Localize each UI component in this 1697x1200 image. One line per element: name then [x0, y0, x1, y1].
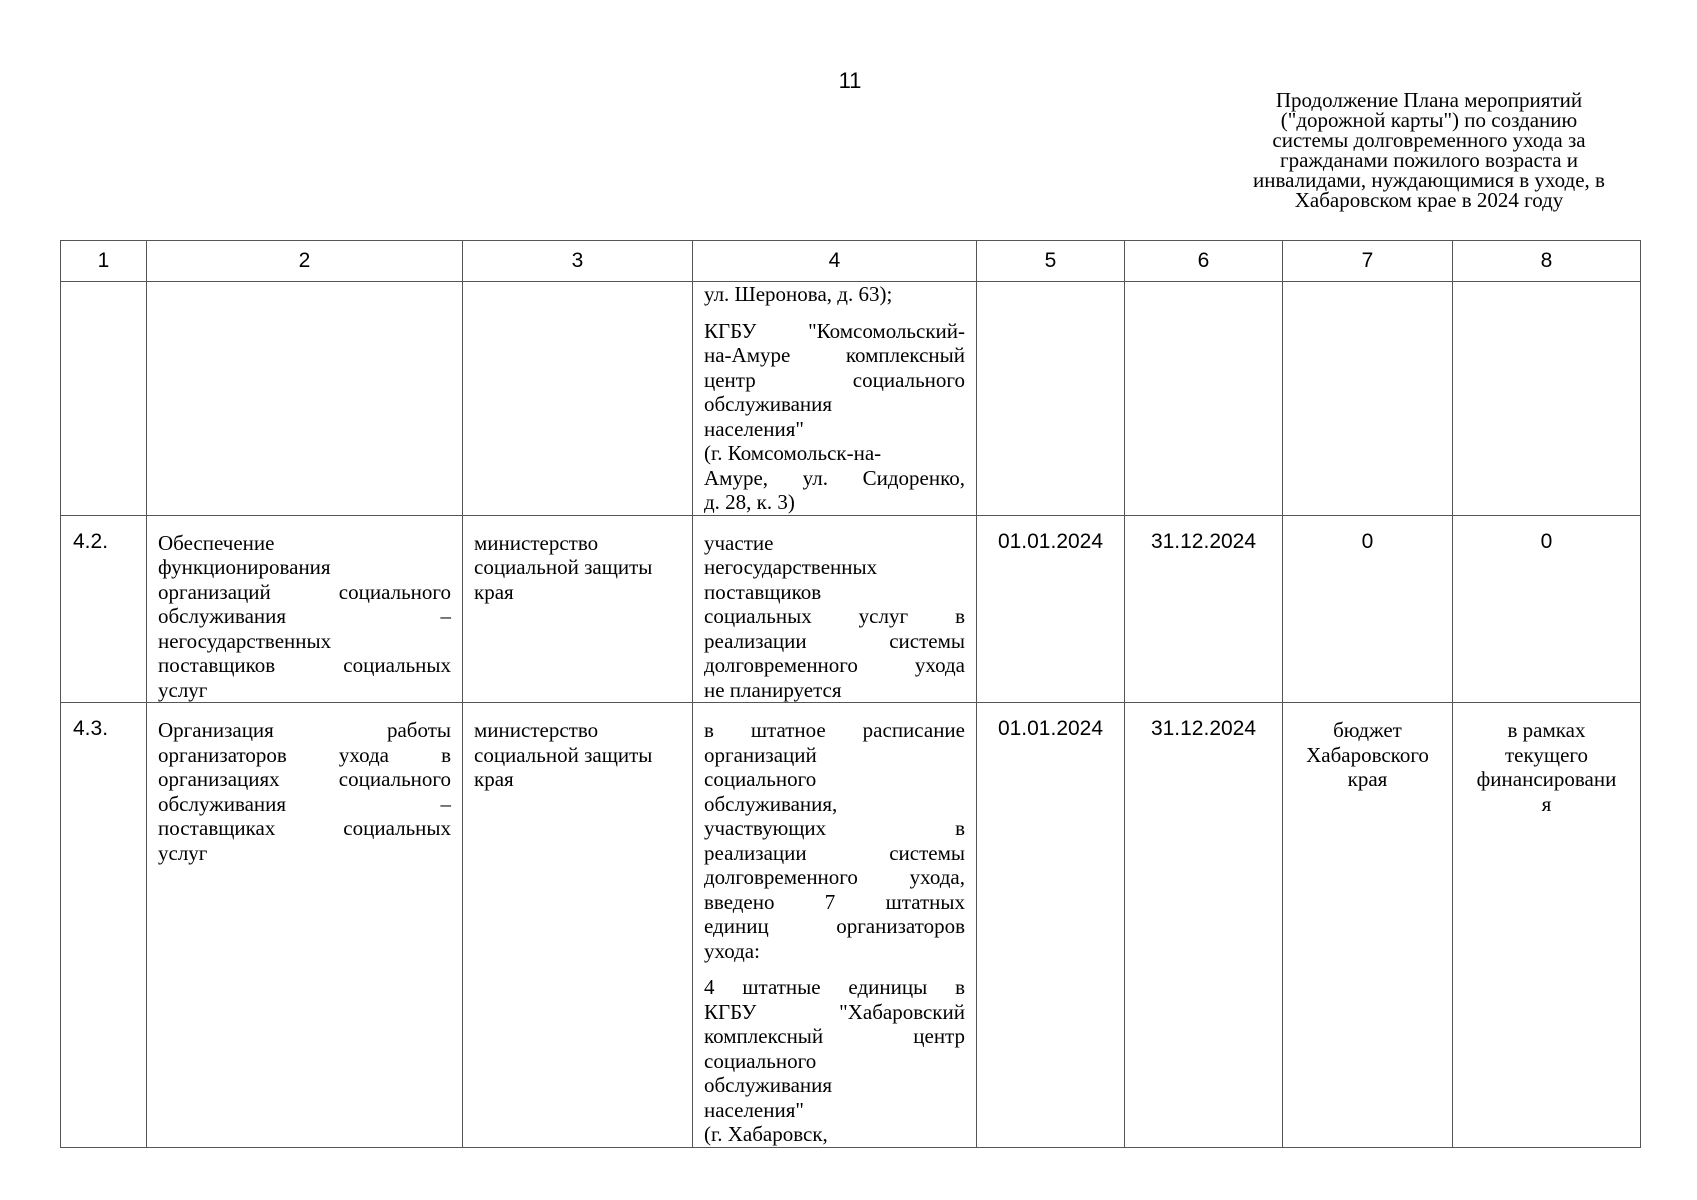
cell-line: ухода: [704, 938, 760, 963]
cell-line: долговременного ухода, [704, 865, 965, 889]
cell-line: Амуре, ул. Сидоренко, [704, 465, 965, 490]
table-cell-col3 [463, 703, 693, 1148]
cell-line: на-Амуре комплексный [704, 343, 965, 367]
plan-table [60, 240, 1641, 1148]
start-date: 01.01.2024 [977, 703, 1125, 1148]
cell-line: реализации системы [704, 840, 965, 865]
cell-line: поставщиков [704, 579, 822, 604]
cell-line: социальных услуг в [704, 604, 965, 628]
column-header: 6 [1125, 241, 1283, 282]
table-cell-col7: 0 [1283, 515, 1453, 703]
table-cell-col8 [1453, 703, 1641, 1148]
end-date: 31.12.2024 [1125, 515, 1283, 703]
table-header-row [61, 241, 1641, 282]
table-cell [1453, 282, 1641, 516]
heading-line: ("дорожной карты") по созданию [1280, 108, 1578, 132]
cell-line: обслуживания [704, 1073, 833, 1097]
cell-line: Обеспечение [158, 530, 275, 555]
table-cell [61, 282, 147, 516]
column-header: 7 [1283, 241, 1453, 282]
heading-line: гражданами пожилого возраста и [1279, 148, 1579, 172]
cell-line: не планируется [704, 677, 842, 702]
heading-line: системы долговременного ухода за [1272, 128, 1586, 152]
column-header: 1 [61, 241, 147, 282]
cell-line: д. 28, к. 3) [704, 490, 795, 514]
cell-line: организаций социального [158, 579, 451, 604]
cell-line: обслуживания [704, 392, 833, 416]
table-cell-col8: 0 [1453, 515, 1641, 703]
cell-line: (г. Хабаровск, [704, 1122, 828, 1146]
cell-line: услуг [158, 677, 208, 702]
cell-paragraph [704, 319, 965, 515]
table-cell-col2 [147, 515, 463, 703]
cell-line: обслуживания, [704, 791, 838, 816]
cell-line: министерство [474, 530, 599, 555]
table-cell [463, 282, 693, 516]
column-header: 5 [977, 241, 1125, 282]
table-cell [147, 282, 463, 516]
cell-line: края [474, 767, 514, 791]
table-row [61, 703, 1641, 1148]
table-cell-col4 [693, 282, 977, 516]
cell-line: министерство [474, 718, 599, 742]
cell-line: я [1541, 791, 1552, 816]
table-cell-col7 [1283, 703, 1453, 1148]
cell-line: введено 7 штатных [704, 889, 965, 914]
cell-line: (г. Комсомольск-на- [704, 441, 882, 465]
table-row [61, 282, 1641, 516]
heading-line: Хабаровском крае в 2024 году [1294, 188, 1564, 212]
heading-line: Продолжение Плана мероприятий [1275, 88, 1583, 112]
cell-line: услуг [158, 840, 208, 865]
cell-line: бюджет [1333, 718, 1402, 742]
cell-line: населения" [704, 1097, 804, 1122]
cell-line: комплексный центр [704, 1024, 965, 1048]
cell-line: 4 штатные единицы в [704, 975, 965, 999]
cell-line: КГБУ "Хабаровский [704, 999, 965, 1024]
cell-line: края [1347, 767, 1388, 791]
cell-line: организациях социального [158, 767, 451, 791]
cell-line: населения" [704, 416, 804, 441]
cell-line: текущего [1505, 742, 1588, 767]
table-cell [977, 282, 1125, 516]
continuation-heading [1218, 90, 1640, 210]
cell-line: участвующих в [704, 816, 965, 840]
cell-line: негосударственных [158, 628, 332, 653]
row-number: 4.2. [61, 515, 147, 703]
cell-line: организаций [704, 742, 817, 767]
cell-line: негосударственных [704, 555, 878, 579]
table-row [61, 515, 1641, 703]
cell-line: социальной защиты [474, 742, 653, 767]
cell-line: обслуживания – [158, 791, 451, 816]
cell-line: поставщиков социальных [158, 653, 451, 677]
cell-line: реализации системы [704, 628, 965, 653]
cell-paragraph [704, 282, 965, 307]
cell-line: единиц организаторов [704, 914, 965, 938]
page-number: 11 [838, 68, 862, 93]
column-header: 8 [1453, 241, 1641, 282]
table-cell-col3 [463, 515, 693, 703]
cell-line: Хабаровского [1306, 742, 1429, 767]
cell-line: социального [704, 1048, 817, 1073]
table-cell-col4 [693, 515, 977, 703]
cell-line: социальной защиты [474, 555, 653, 579]
cell-line: функционирования [158, 555, 331, 579]
cell-line: организаторов ухода в [158, 742, 451, 767]
cell-line: обслуживания – [158, 604, 451, 628]
end-date: 31.12.2024 [1125, 703, 1283, 1148]
cell-paragraph [704, 718, 965, 963]
cell-line: долговременного ухода [704, 653, 965, 677]
column-header: 4 [693, 241, 977, 282]
cell-line: центр социального [704, 367, 965, 392]
cell-line: социального [704, 767, 817, 791]
table-cell [1283, 282, 1453, 516]
cell-line: поставщиках социальных [158, 816, 451, 840]
start-date: 01.01.2024 [977, 515, 1125, 703]
heading-line: инвалидами, нуждающимися в уходе, в [1253, 168, 1605, 192]
cell-line: КГБУ "Комсомольский- [704, 318, 965, 343]
table-cell-col2 [147, 703, 463, 1148]
cell-line: финансировани [1476, 767, 1617, 791]
row-number: 4.3. [61, 703, 147, 1148]
column-header: 3 [463, 241, 693, 282]
cell-line: края [474, 579, 514, 604]
cell-line: участие [704, 530, 774, 555]
cell-line: в штатное расписание [704, 718, 965, 742]
cell-paragraph [704, 975, 965, 1147]
column-header: 2 [147, 241, 463, 282]
cell-line: ул. Шеронова, д. 63); [704, 282, 893, 306]
table-cell [1125, 282, 1283, 516]
cell-line: Организация работы [158, 718, 451, 742]
table-cell-col4 [693, 703, 977, 1148]
cell-line: в рамках [1507, 718, 1586, 742]
